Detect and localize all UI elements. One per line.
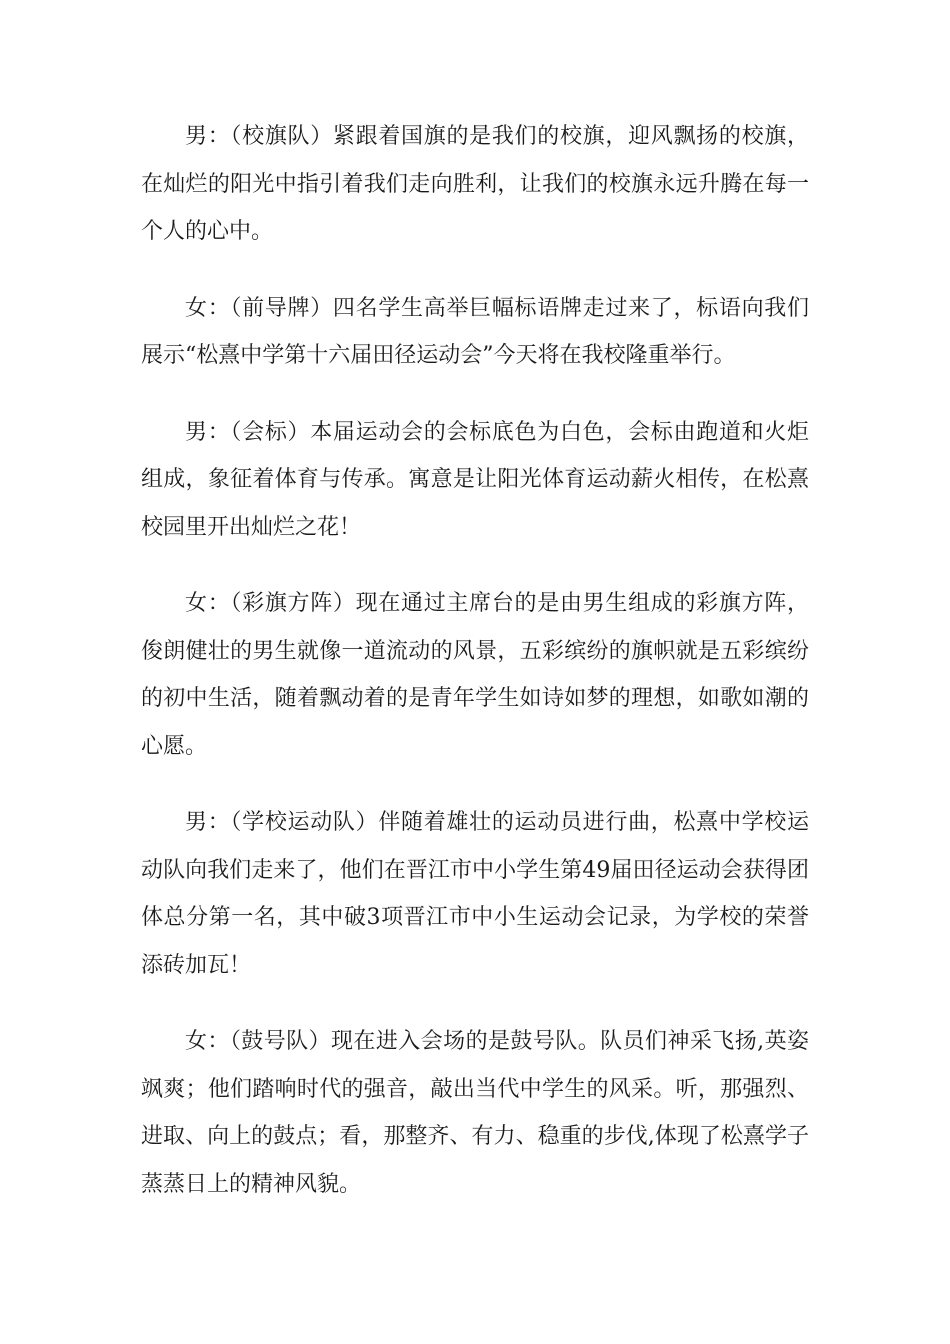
paragraph-flag-team: 男：（校旗队）紧跟着国旗的是我们的校旗，迎风飘扬的校旗，在灿烂的阳光中指引着我们走向胜利，让我们的校旗永远升腾在每一个人的心中。: [141, 124, 809, 244]
paragraph-drum-band: 女：（鼓号队）现在进入会场的是鼓号队。队员们神采飞扬,英姿飒爽；他们踏响时代的强音，敲出当代中学生的风采。听，那强烈、进取、向上的鼓点；看，那整齐、有力、稳重的步伐,体现了松熹学子蒸蒸日上的精神风貌。: [141, 1029, 809, 1197]
paragraph-color-flag-formation: 女：（彩旗方阵）现在通过主席台的是由男生组成的彩旗方阵，俊朗健壮的男生就像一道流动的风景，五彩缤纷的旗帜就是五彩缤纷的初中生活，随着飘动着的是青年学生如诗如梦的理想，如歌如潮的心愿。: [141, 591, 809, 759]
document-body: [141, 113, 809, 1208]
paragraph-lead-sign: 女：（前导牌）四名学生高举巨幅标语牌走过来了，标语向我们展示“松熹中学第十六届田径运动会”今天将在我校隆重举行。: [141, 295, 809, 368]
paragraph-emblem: 男：（会标）本届运动会的会标底色为白色，会标由跑道和火炬组成，象征着体育与传承。寓意是让阳光体育运动薪火相传，在松熹校园里开出灿烂之花！: [141, 419, 809, 540]
paragraph-school-team: 男：（学校运动队）伴随着雄壮的运动员进行曲，松熹中学校运动队向我们走来了，他们在晋江市中小学生第49届田径运动会获得团体总分第一名，其中破3项晋江市中小生运动会记录，为学校的荣誉添砖加瓦！: [141, 810, 809, 978]
